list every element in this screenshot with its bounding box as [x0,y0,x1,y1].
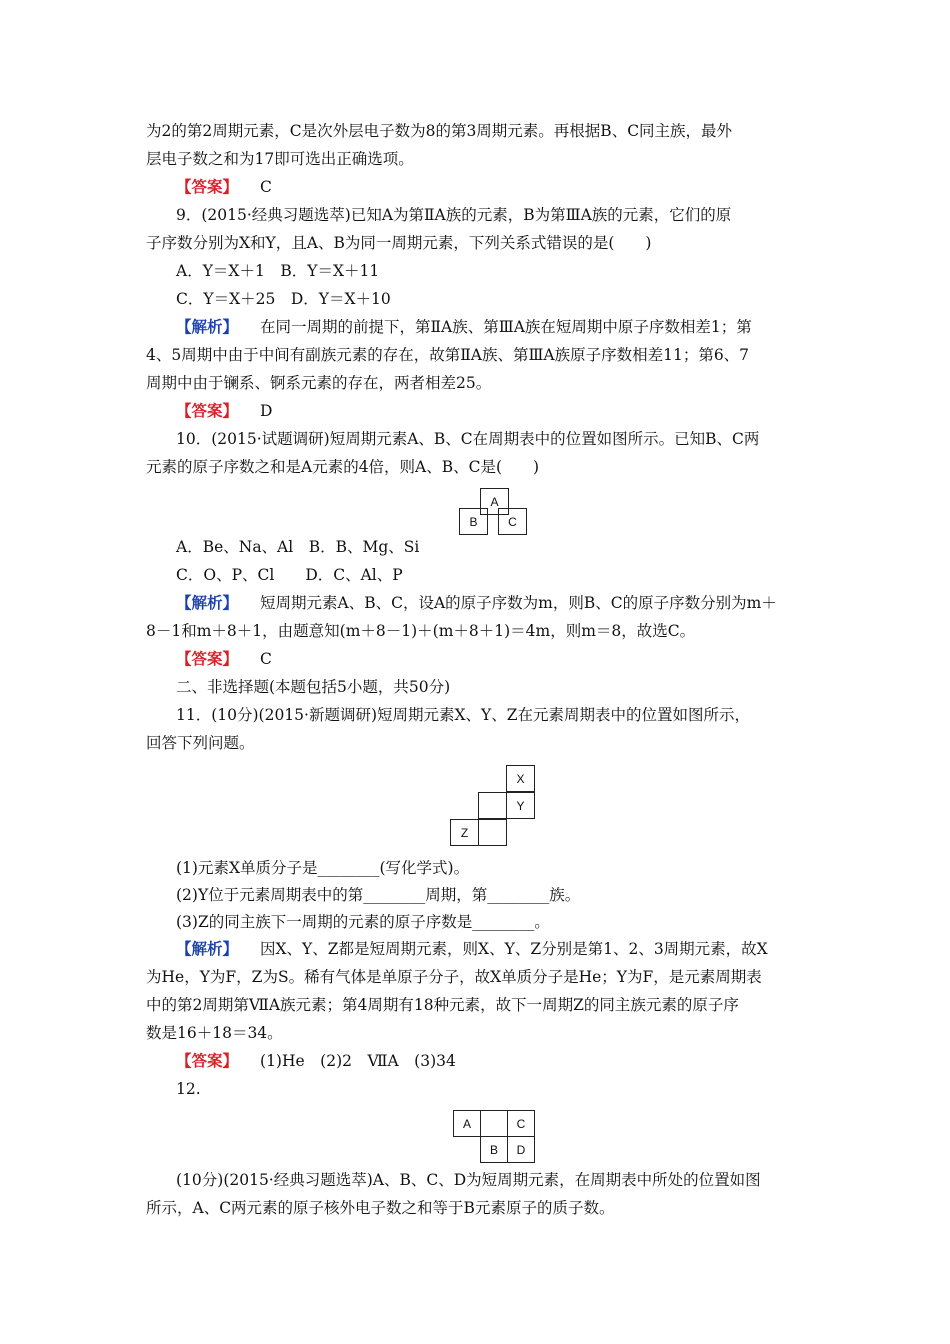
analysis-tag: 【解析】 [176,939,239,958]
answer-line [176,401,272,421]
answer-tag: 【答案】 [176,1051,239,1070]
analysis-text: 短周期元素A、B、C，设A的原子序数为m，则B、C的原子序数分别为m＋ [260,594,777,612]
analysis-line [176,939,768,959]
answer-line [176,177,272,197]
question-11: 11．(10分)(2015·新题调研)短周期元素X、Y、Z在元素周期表中的位置如图所示， [176,706,751,724]
cell-c: C [507,1110,535,1137]
analysis-text: 因X、Y、Z都是短周期元素，则X、Y、Z分别是第1、2、3周期元素，故X [260,940,768,958]
text-line: 元素的原子序数之和是A元素的4倍，则A、B、C是( ) [146,458,540,476]
question-12: 12. [176,1080,201,1098]
answer-value: C [260,178,272,196]
option-line: C．Y＝X＋25 D．Y＝X＋10 [176,290,391,308]
question-10: 10．(2015·试题调研)短周期元素A、B、C在周期表中的位置如图所示。已知B、C两 [176,430,760,448]
cell-a: A [480,488,509,515]
cell-d: D [507,1136,535,1163]
analysis-tag: 【解析】 [176,317,239,336]
section-heading: 二、非选择题(本题包括5小题，共50分) [176,678,451,696]
text-line: 8－1和m＋8＋1，由题意知(m＋8－1)＋(m＋8＋1)＝4m，则m＝8，故选C。 [146,622,696,640]
text-line: 周期中由于镧系、锕系元素的存在，两者相差25。 [146,374,492,392]
text-line: 回答下列问题。 [146,734,255,752]
text-line: 层电子数之和为17即可选出正确选项。 [146,150,414,168]
cell-y: Y [506,792,535,819]
text-line: 中的第2周期第ⅦA族元素；第4周期有18种元素，故下一周期Z的同主族元素的原子序 [146,996,739,1014]
answer-value: D [260,402,273,420]
analysis-line [176,317,752,337]
sub-question: (2)Y位于元素周期表中的第________周期，第________族。 [176,886,581,904]
answer-line [176,649,272,669]
answer-line [176,1051,456,1071]
text-line: 4、5周期中由于中间有副族元素的存在，故第ⅡA族、第ⅢA族原子序数相差11；第6、7 [146,346,750,364]
cell-empty [480,1110,508,1137]
cell-empty [478,819,507,846]
analysis-text: 在同一周期的前提下，第ⅡA族、第ⅢA族在短周期中原子序数相差1；第 [260,318,752,336]
answer-value: (1)He (2)2 ⅦA (3)34 [260,1052,456,1070]
option-line: C．O、P、Cl D．C、Al、P [176,566,403,584]
option-line: A．Y＝X＋1 B．Y＝X＋11 [176,262,380,280]
sub-question: (3)Z的同主族下一周期的元素的原子序数是________。 [176,913,550,931]
cell-a: A [453,1110,481,1137]
sub-question: (1)元素X单质分子是________(写化学式)。 [176,859,470,877]
analysis-tag: 【解析】 [176,593,239,612]
text-line: 子序数分别为X和Y，且A、B为同一周期元素，下列关系式错误的是( ) [146,234,652,252]
answer-tag: 【答案】 [176,649,239,668]
cell-c: C [498,508,527,535]
text-line: 为2的第2周期元素，C是次外层电子数为8的第3周期元素。再根据B、C同主族，最外 [146,122,733,140]
cell-b: B [480,1136,508,1163]
cell-x: X [506,765,535,792]
cell-empty [478,792,507,819]
text-line: 为He，Y为F，Z为S。稀有气体是单原子分子，故X单质分子是He；Y为F，是元素周期表 [146,968,762,986]
text-line: 数是16＋18＝34。 [146,1024,283,1042]
cell-z: Z [450,819,479,846]
answer-tag: 【答案】 [176,177,239,196]
cell-b: B [459,508,488,535]
option-line: A．Be、Na、Al B．B、Mg、Si [176,538,420,556]
answer-value: C [260,650,272,668]
text-line: (10分)(2015·经典习题选萃)A、B、C、D为短周期元素，在周期表中所处的位置如图 [176,1171,761,1189]
question-9: 9．(2015·经典习题选萃)已知A为第ⅡA族的元素，B为第ⅢA族的元素，它们的原 [176,206,732,224]
answer-tag: 【答案】 [176,401,239,420]
text-line: 所示，A、C两元素的原子核外电子数之和等于B元素原子的质子数。 [146,1199,615,1217]
analysis-line [176,593,777,613]
